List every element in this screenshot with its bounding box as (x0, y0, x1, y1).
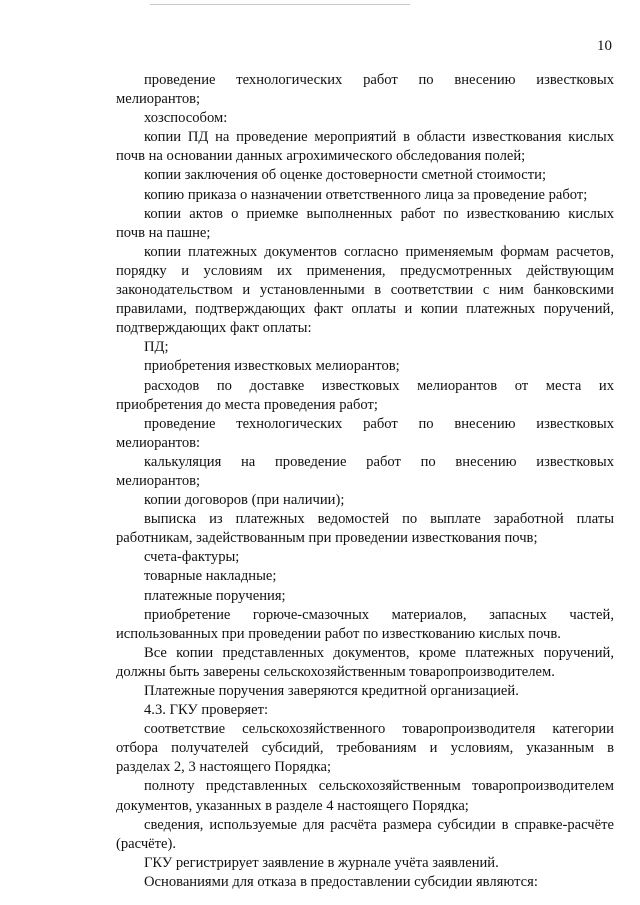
text-line: Основаниями для отказа в предоставлении субсидии являются: (144, 873, 538, 890)
text-line: 4.3. ГКУ проверяет: (144, 702, 269, 719)
text-line: порядку и условиям их применения, предусмотренных действующим (116, 262, 614, 279)
text-line: копии ПД на проведение мероприятий в области известкования кислых (144, 129, 614, 146)
text-line: правилами, подтверждающих факт оплаты и копии платежных поручений, (116, 301, 614, 318)
text-line: должны быть заверены сельскохозяйственным товаропроизводителем. (116, 663, 555, 680)
text-line: копии актов о приемке выполненных работ по известкованию кислых (144, 205, 614, 222)
text-line: копии заключения об оценке достоверности сметной стоимости; (144, 167, 547, 184)
top-rule (150, 4, 410, 5)
text-line: ГКУ регистрирует заявление в журнале учёта заявлений. (144, 854, 499, 871)
text-line: (расчёте). (116, 835, 176, 852)
text-line: соответствие сельскохозяйственного товаропроизводителя категории (144, 721, 614, 738)
text-line: приобретения до места проведения работ; (116, 396, 378, 413)
text-line: товарные накладные; (144, 568, 277, 585)
text-line: разделах 2, 3 настоящего Порядка; (116, 759, 332, 776)
text-line: законодательством и установленными в соответствии с ним банковскими (116, 282, 614, 299)
text-line: хозспособом: (144, 110, 228, 127)
text-line: копию приказа о назначении ответственного лица за проведение работ; (144, 186, 588, 203)
document-body (116, 71, 614, 892)
text-line: приобретения известковых мелиорантов; (144, 358, 400, 375)
text-line: мелиорантов: (116, 434, 201, 451)
text-line: приобретение горюче-смазочных материалов, запасных частей, (144, 606, 614, 623)
text-line: работникам, задействованным при проведении известкования почв; (116, 530, 538, 547)
text-line: отбора получателей субсидий, требованиям и условиям, указанным в (116, 740, 614, 757)
text-line: проведение технологических работ по внесению известковых (144, 415, 614, 432)
text-line: выписка из платежных ведомостей по выплате заработной платы (144, 511, 614, 528)
text-line: почв на пашне; (116, 224, 211, 241)
text-line: подтверждающих факт оплаты: (116, 320, 312, 337)
text-line: копии договоров (при наличии); (144, 492, 345, 509)
text-line: платежные поручения; (144, 587, 286, 604)
text-line: расходов по доставке известковых мелиорантов от места их (144, 377, 614, 394)
text-line: проведение технологических работ по внесению известковых (144, 72, 614, 88)
text-line: использованных при проведении работ по известкованию кислых почв. (116, 625, 561, 642)
text-line: мелиорантов; (116, 91, 201, 108)
text-line: ПД; (144, 339, 169, 356)
text-line: счета-фактуры; (144, 549, 240, 566)
text-line: мелиорантов; (116, 472, 201, 489)
page-number: 10 (597, 38, 612, 54)
text-line: полноту представленных сельскохозяйственным товаропроизводителем (144, 778, 614, 795)
text-line: почв на основании данных агрохимического обследования полей; (116, 148, 526, 165)
text-line: Все копии представленных документов, кроме платежных поручений, (144, 644, 614, 661)
text-line: документов, указанных в разделе 4 настоящего Порядка; (116, 797, 469, 814)
text-line: копии платежных документов согласно применяемым формам расчетов, (144, 243, 614, 260)
text-line: Платежные поручения заверяются кредитной организацией. (144, 683, 519, 699)
text-line: калькуляция на проведение работ по внесению известковых (144, 453, 614, 470)
text-line: сведения, используемые для расчёта размера субсидии в справке-расчёте (144, 816, 614, 833)
